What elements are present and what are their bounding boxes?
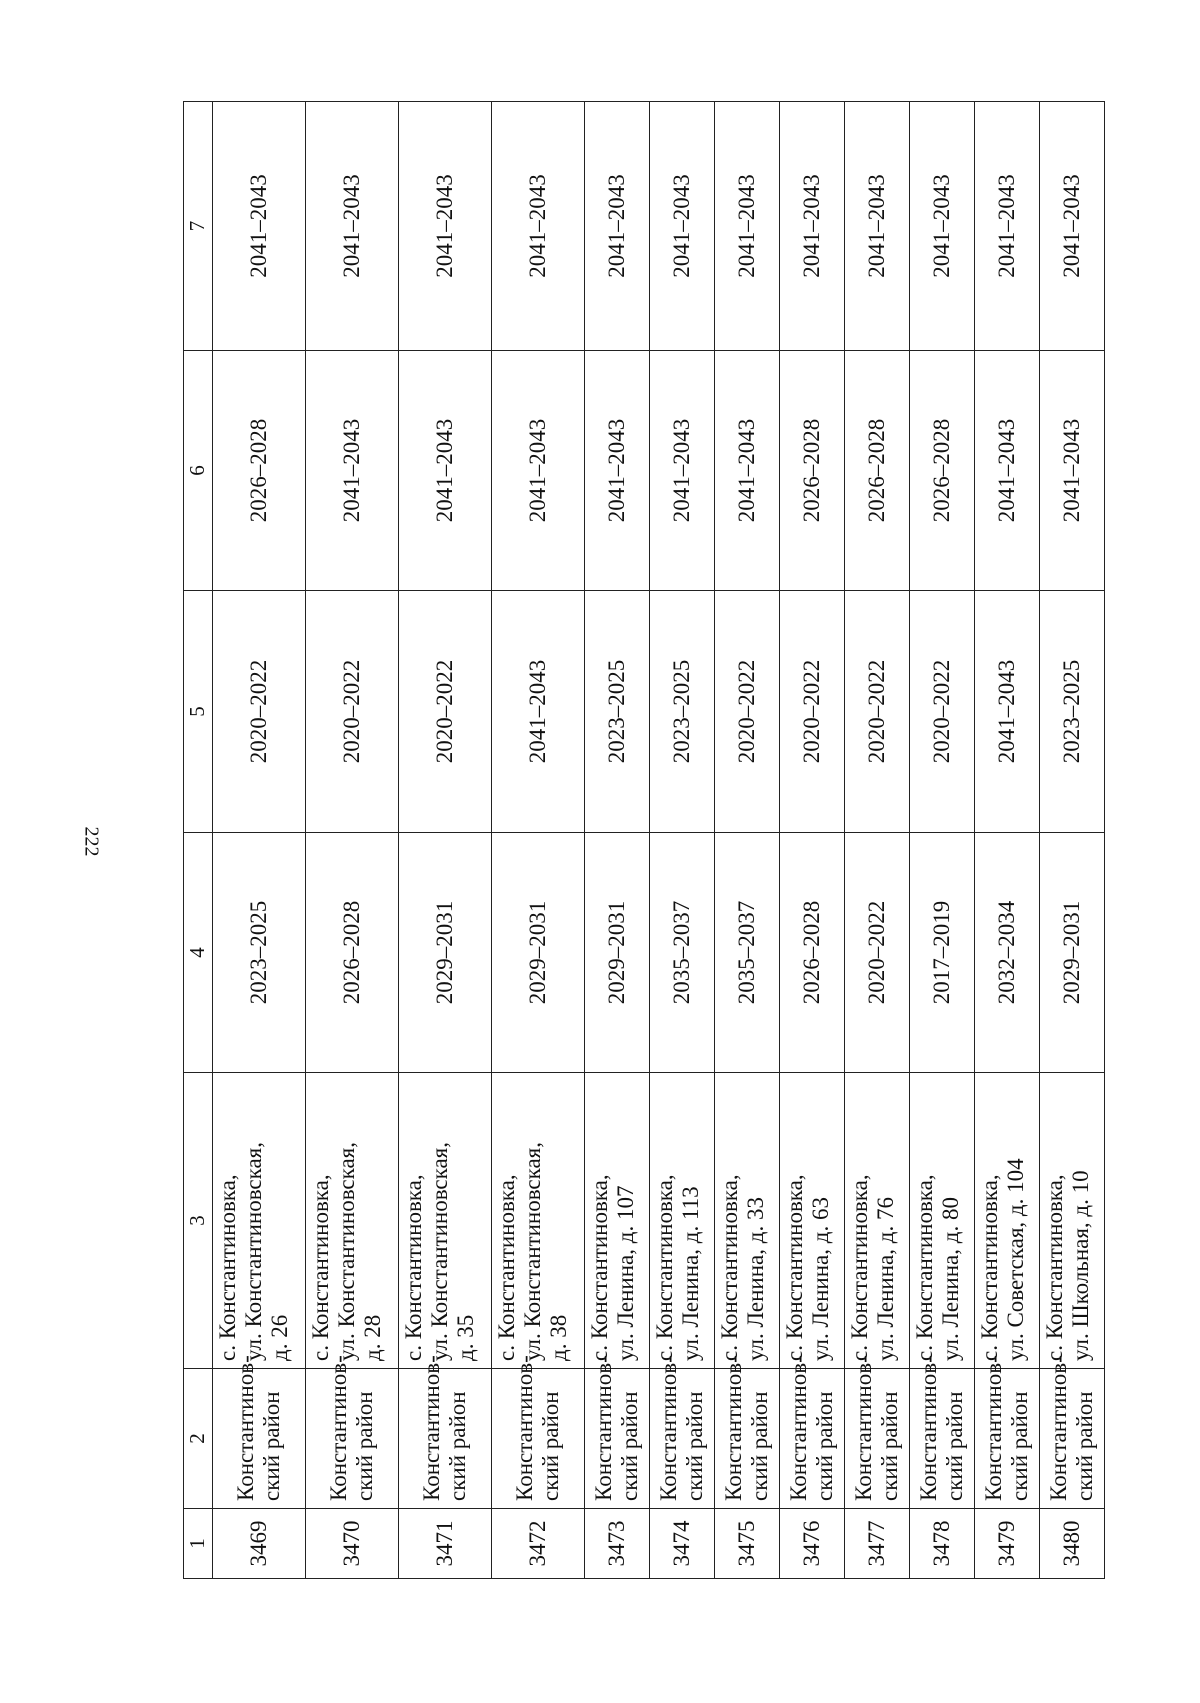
district-line: ский район xyxy=(352,1391,377,1501)
district-cell xyxy=(213,1355,306,1509)
period-cell-col-7: 2041–2043 xyxy=(910,102,975,351)
district-cell xyxy=(492,1355,585,1509)
district-line: ский район xyxy=(259,1391,284,1501)
row-number-cell: 3478 xyxy=(910,1509,975,1579)
address-line: д. 26 xyxy=(266,1314,292,1361)
period-cell-col-5: 2023–2025 xyxy=(1040,591,1105,833)
period-cell-col-7: 2041–2043 xyxy=(780,102,845,351)
district-cell xyxy=(1040,1355,1105,1509)
page-number: 222 xyxy=(80,826,103,857)
district-line: Константинов- xyxy=(981,1355,1007,1501)
period-cell-col-6: 2041–2043 xyxy=(715,351,780,591)
period-cell-col-7: 2041–2043 xyxy=(399,102,492,351)
period-cell-col-7: 2041–2043 xyxy=(492,102,585,351)
district-line: ский район xyxy=(942,1391,967,1501)
district-cell xyxy=(399,1355,492,1509)
period-cell-col-7: 2041–2043 xyxy=(306,102,399,351)
district-line: ский район xyxy=(445,1391,470,1501)
table-row xyxy=(650,102,715,1579)
district-cell xyxy=(306,1355,399,1509)
address-line: с. Константиновка, xyxy=(494,1174,519,1361)
district-line: Константинов- xyxy=(721,1355,747,1501)
table-row xyxy=(845,102,910,1579)
address-line: с. Константиновка, xyxy=(847,1174,872,1361)
row-number-cell: 3470 xyxy=(306,1509,399,1579)
rotated-table-container xyxy=(183,102,1097,1579)
address-cell xyxy=(585,1073,650,1369)
period-cell-col-5: 2020–2022 xyxy=(845,591,910,833)
district-line: ский район xyxy=(812,1391,837,1501)
period-cell-col-5: 2023–2025 xyxy=(650,591,715,833)
row-number-cell: 3479 xyxy=(975,1509,1040,1579)
period-cell-col-4: 2029–2031 xyxy=(399,833,492,1073)
column-header-4: 4 xyxy=(184,833,213,1073)
address-line: с. Константиновка, xyxy=(912,1174,937,1361)
district-line: Константинов- xyxy=(419,1355,445,1501)
address-line: ул. Ленина, д. 80 xyxy=(937,1197,963,1361)
district-cell xyxy=(650,1355,715,1509)
data-table xyxy=(183,101,1105,1579)
address-line: ул. Ленина, д. 113 xyxy=(677,1186,703,1361)
address-line: ул. Ленина, д. 63 xyxy=(807,1197,833,1361)
period-cell-col-4: 2035–2037 xyxy=(715,833,780,1073)
row-number-cell: 3480 xyxy=(1040,1509,1105,1579)
address-line: ул. Ленина, д. 107 xyxy=(612,1185,638,1361)
period-cell-col-4: 2023–2025 xyxy=(213,833,306,1073)
district-line: Константинов- xyxy=(233,1355,259,1501)
row-number-cell: 3475 xyxy=(715,1509,780,1579)
period-cell-col-7: 2041–2043 xyxy=(715,102,780,351)
period-cell-col-6: 2041–2043 xyxy=(585,351,650,591)
period-cell-col-7: 2041–2043 xyxy=(585,102,650,351)
address-line: д. 38 xyxy=(545,1314,571,1361)
district-line: ский район xyxy=(747,1391,772,1501)
period-cell-col-6: 2041–2043 xyxy=(975,351,1040,591)
period-cell-col-5: 2041–2043 xyxy=(975,591,1040,833)
address-cell xyxy=(492,1073,585,1369)
table-row xyxy=(1040,102,1105,1579)
address-line: ул. Константиновская, xyxy=(240,1142,266,1361)
district-line: Константинов- xyxy=(326,1355,352,1501)
address-line: д. 35 xyxy=(452,1314,478,1361)
address-cell xyxy=(910,1073,975,1369)
address-line: с. Константиновка, xyxy=(215,1174,240,1361)
column-header-1: 1 xyxy=(184,1509,213,1579)
period-cell-col-4: 2017–2019 xyxy=(910,833,975,1073)
period-cell-col-5: 2020–2022 xyxy=(715,591,780,833)
row-number-cell: 3474 xyxy=(650,1509,715,1579)
period-cell-col-7: 2041–2043 xyxy=(845,102,910,351)
row-number-cell: 3469 xyxy=(213,1509,306,1579)
district-line: Константинов- xyxy=(656,1355,682,1501)
address-cell xyxy=(306,1073,399,1369)
district-line: ский район xyxy=(877,1391,902,1501)
table-row xyxy=(975,102,1040,1579)
period-cell-col-4: 2026–2028 xyxy=(306,833,399,1073)
row-number-cell: 3472 xyxy=(492,1509,585,1579)
district-line: ский район xyxy=(538,1391,563,1501)
table-row xyxy=(213,102,306,1579)
address-cell xyxy=(650,1073,715,1369)
district-line: Константинов- xyxy=(916,1355,942,1501)
district-cell xyxy=(910,1355,975,1509)
district-line: Константинов- xyxy=(851,1355,877,1501)
address-line: с. Константиновка, xyxy=(717,1174,742,1361)
period-cell-col-6: 2041–2043 xyxy=(306,351,399,591)
period-cell-col-6: 2026–2028 xyxy=(910,351,975,591)
address-line: ул. Школьная, д. 10 xyxy=(1067,1170,1093,1361)
column-header-3: 3 xyxy=(184,1073,213,1369)
period-cell-col-4: 2029–2031 xyxy=(492,833,585,1073)
address-line: с. Константиновка, xyxy=(308,1174,333,1361)
address-line: ул. Константиновская, xyxy=(519,1142,545,1361)
period-cell-col-5: 2023–2025 xyxy=(585,591,650,833)
table-row xyxy=(780,102,845,1579)
address-cell xyxy=(715,1073,780,1369)
address-line: с. Константиновка, xyxy=(587,1174,612,1361)
address-line: с. Константиновка, xyxy=(977,1174,1002,1361)
column-header-2: 2 xyxy=(184,1369,213,1509)
period-cell-col-6: 2026–2028 xyxy=(780,351,845,591)
address-line: ул. Ленина, д. 76 xyxy=(872,1197,898,1361)
row-number-cell: 3471 xyxy=(399,1509,492,1579)
address-line: с. Константиновка, xyxy=(782,1174,807,1361)
district-cell xyxy=(585,1355,650,1509)
row-number-cell: 3473 xyxy=(585,1509,650,1579)
address-cell xyxy=(975,1073,1040,1369)
column-header-6: 6 xyxy=(184,351,213,591)
district-cell xyxy=(780,1355,845,1509)
column-header-7: 7 xyxy=(184,102,213,351)
table-row xyxy=(585,102,650,1579)
period-cell-col-7: 2041–2043 xyxy=(975,102,1040,351)
period-cell-col-4: 2020–2022 xyxy=(845,833,910,1073)
table-body xyxy=(213,102,1105,1579)
district-line: Константинов- xyxy=(591,1355,617,1501)
address-line: с. Константиновка, xyxy=(1042,1174,1067,1361)
table-row xyxy=(399,102,492,1579)
period-cell-col-4: 2029–2031 xyxy=(585,833,650,1073)
period-cell-col-6: 2026–2028 xyxy=(213,351,306,591)
period-cell-col-5: 2020–2022 xyxy=(213,591,306,833)
address-cell xyxy=(1040,1073,1105,1369)
address-line: ул. Константиновская, xyxy=(333,1142,359,1361)
district-line: Константинов- xyxy=(512,1355,538,1501)
address-cell xyxy=(845,1073,910,1369)
period-cell-col-5: 2020–2022 xyxy=(399,591,492,833)
period-cell-col-4: 2035–2037 xyxy=(650,833,715,1073)
address-line: ул. Советская, д. 104 xyxy=(1002,1158,1028,1361)
district-cell xyxy=(975,1355,1040,1509)
period-cell-col-6: 2026–2028 xyxy=(845,351,910,591)
column-header-5: 5 xyxy=(184,591,213,833)
address-line: с. Константиновка, xyxy=(401,1174,426,1361)
period-cell-col-6: 2041–2043 xyxy=(650,351,715,591)
address-line: д. 28 xyxy=(359,1314,385,1361)
row-number-cell: 3477 xyxy=(845,1509,910,1579)
district-line: Константинов- xyxy=(786,1355,812,1501)
period-cell-col-7: 2041–2043 xyxy=(213,102,306,351)
table-row xyxy=(492,102,585,1579)
address-cell xyxy=(780,1073,845,1369)
period-cell-col-4: 2032–2034 xyxy=(975,833,1040,1073)
address-line: ул. Константиновская, xyxy=(426,1142,452,1361)
address-cell xyxy=(213,1073,306,1369)
row-number-cell: 3476 xyxy=(780,1509,845,1579)
table-row xyxy=(715,102,780,1579)
district-line: ский район xyxy=(1072,1391,1097,1501)
address-line: с. Константиновка, xyxy=(652,1174,677,1361)
period-cell-col-4: 2029–2031 xyxy=(1040,833,1105,1073)
period-cell-col-6: 2041–2043 xyxy=(399,351,492,591)
period-cell-col-6: 2041–2043 xyxy=(492,351,585,591)
table-row xyxy=(910,102,975,1579)
header-row xyxy=(184,102,213,1579)
period-cell-col-5: 2020–2022 xyxy=(306,591,399,833)
district-line: ский район xyxy=(1007,1391,1032,1501)
address-line: ул. Ленина, д. 33 xyxy=(742,1197,768,1361)
period-cell-col-4: 2026–2028 xyxy=(780,833,845,1073)
period-cell-col-5: 2020–2022 xyxy=(780,591,845,833)
district-line: ский район xyxy=(682,1391,707,1501)
period-cell-col-7: 2041–2043 xyxy=(1040,102,1105,351)
district-line: ский район xyxy=(617,1391,642,1501)
address-cell xyxy=(399,1073,492,1369)
district-cell xyxy=(715,1355,780,1509)
period-cell-col-7: 2041–2043 xyxy=(650,102,715,351)
period-cell-col-5: 2041–2043 xyxy=(492,591,585,833)
period-cell-col-5: 2020–2022 xyxy=(910,591,975,833)
district-cell xyxy=(845,1355,910,1509)
district-line: Константинов- xyxy=(1046,1355,1072,1501)
table-row xyxy=(306,102,399,1579)
period-cell-col-6: 2041–2043 xyxy=(1040,351,1105,591)
